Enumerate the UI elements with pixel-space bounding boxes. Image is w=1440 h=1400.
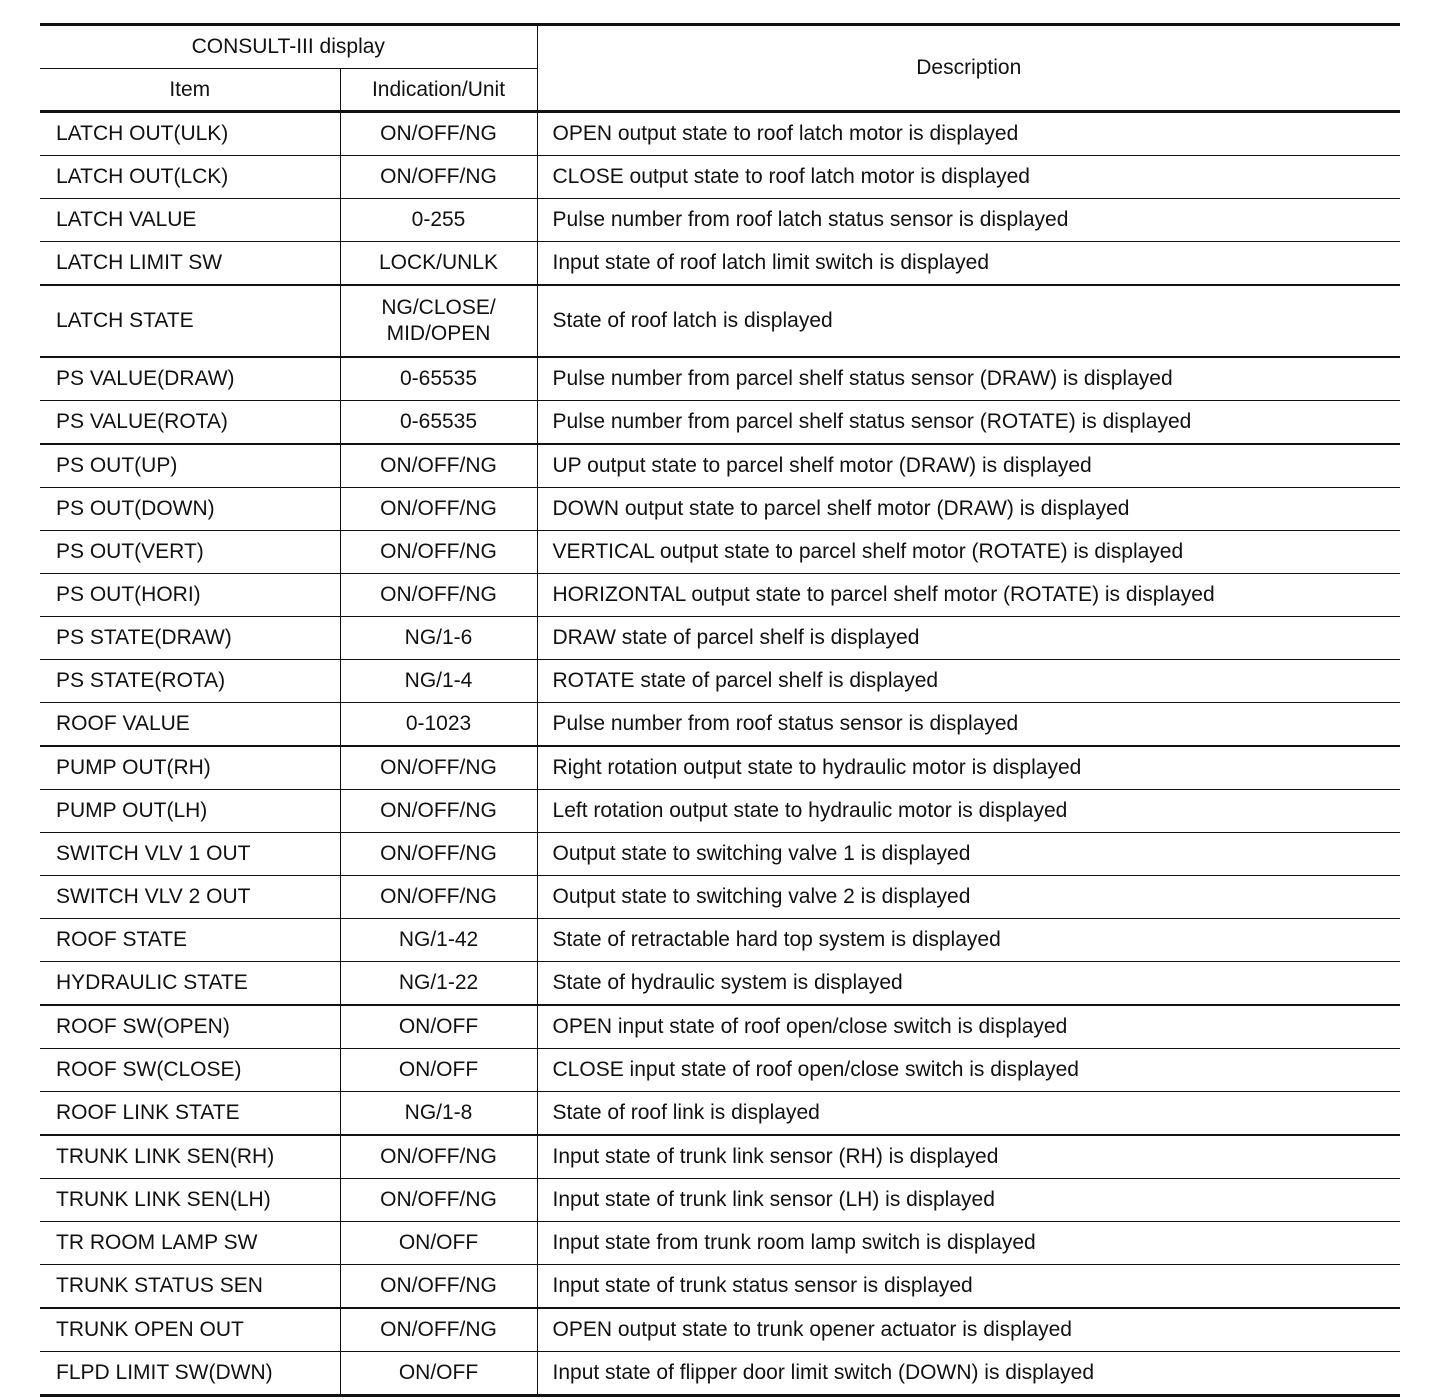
description-cell: HORIZONTAL output state to parcel shelf motor (ROTATE) is displayed [537, 574, 1400, 617]
item-cell: LATCH STATE [40, 285, 340, 357]
table-row [40, 285, 1400, 357]
table-row [40, 1352, 1400, 1396]
table-row [40, 156, 1400, 199]
unit-cell: ON/OFF/NG [340, 1179, 537, 1222]
item-cell: PS VALUE(ROTA) [40, 401, 340, 445]
description-cell: Pulse number from parcel shelf status sensor (DRAW) is displayed [537, 357, 1400, 401]
unit-cell: ON/OFF/NG [340, 156, 537, 199]
unit-cell: NG/1-4 [340, 660, 537, 703]
table-row [40, 531, 1400, 574]
unit-cell: LOCK/UNLK [340, 242, 537, 286]
table-row [40, 1049, 1400, 1092]
table-row [40, 1005, 1400, 1049]
table-header [40, 25, 1400, 112]
table-row [40, 790, 1400, 833]
item-cell: PS STATE(ROTA) [40, 660, 340, 703]
description-cell: Output state to switching valve 2 is displayed [537, 876, 1400, 919]
unit-cell: ON/OFF [340, 1049, 537, 1092]
description-cell: Pulse number from parcel shelf status sensor (ROTATE) is displayed [537, 401, 1400, 445]
description-cell: Input state of flipper door limit switch (DOWN) is displayed [537, 1352, 1400, 1396]
item-cell: ROOF LINK STATE [40, 1092, 340, 1136]
table-row [40, 617, 1400, 660]
description-cell: Input state of trunk status sensor is displayed [537, 1265, 1400, 1309]
description-cell: Pulse number from roof status sensor is displayed [537, 703, 1400, 747]
unit-cell: ON/OFF/NG [340, 790, 537, 833]
consult-display-header: CONSULT-III display [40, 25, 537, 69]
unit-cell: 0-65535 [340, 401, 537, 445]
table-row [40, 444, 1400, 488]
description-cell: OPEN output state to roof latch motor is displayed [552, 121, 1019, 145]
description-cell: Right rotation output state to hydraulic motor is displayed [537, 746, 1400, 790]
unit-cell: ON/OFF [340, 1352, 537, 1396]
unit-cell: ON/OFF/NG [340, 574, 537, 617]
unit-cell: NG/CLOSE/ MID/OPEN [340, 285, 537, 357]
table-row [40, 488, 1400, 531]
item-cell: SWITCH VLV 1 OUT [40, 833, 340, 876]
table-row [40, 919, 1400, 962]
item-cell: PS OUT(UP) [40, 444, 340, 488]
item-cell: LATCH OUT(ULK) [40, 112, 340, 156]
item-cell: PS OUT(HORI) [40, 574, 340, 617]
item-cell: PUMP OUT(LH) [40, 790, 340, 833]
table-body [40, 112, 1400, 1396]
description-cell: CLOSE input state of roof open/close switch is displayed [537, 1049, 1400, 1092]
consult-display-table [40, 23, 1400, 1397]
table-row [40, 660, 1400, 703]
unit-cell: NG/1-22 [340, 962, 537, 1006]
item-cell: ROOF SW(OPEN) [40, 1005, 340, 1049]
unit-header: Indication/Unit [340, 69, 537, 112]
table-row [40, 833, 1400, 876]
unit-cell: ON/OFF/NG [340, 488, 537, 531]
table-row [40, 1308, 1400, 1352]
table-row [40, 242, 1400, 286]
description-cell: State of roof latch is displayed [537, 285, 1400, 357]
description-cell: Input state of trunk link sensor (LH) is displayed [537, 1179, 1400, 1222]
description-cell: UP output state to parcel shelf motor (DRAW) is displayed [537, 444, 1400, 488]
item-cell: HYDRAULIC STATE [40, 962, 340, 1006]
description-cell: State of roof link is displayed [537, 1092, 1400, 1136]
table-row [40, 746, 1400, 790]
item-header: Item [40, 69, 340, 112]
table-row [40, 401, 1400, 445]
unit-cell: NG/1-8 [340, 1092, 537, 1136]
description-cell: Input state of roof latch limit switch is displayed [537, 242, 1400, 286]
unit-cell: NG/1-42 [340, 919, 537, 962]
unit-cell: ON/OFF/NG [340, 444, 537, 488]
unit-cell: 0-1023 [340, 703, 537, 747]
table-row [40, 1265, 1400, 1309]
unit-cell: ON/OFF/NG [340, 1308, 537, 1352]
unit-cell: ON/OFF/NG [340, 1135, 537, 1179]
description-cell: State of retractable hard top system is displayed [537, 919, 1400, 962]
item-cell: LATCH OUT(LCK) [40, 156, 340, 199]
unit-cell: ON/OFF/NG [340, 1265, 537, 1309]
description-cell: Output state to switching valve 1 is displayed [537, 833, 1400, 876]
unit-cell: ON/OFF/NG [340, 531, 537, 574]
description-cell: State of hydraulic system is displayed [537, 962, 1400, 1006]
description-cell: Input state of trunk link sensor (RH) is displayed [537, 1135, 1400, 1179]
item-cell: TR ROOM LAMP SW [40, 1222, 340, 1265]
description-header: Description [537, 25, 1400, 112]
unit-cell: ON/OFF/NG [340, 746, 537, 790]
item-cell: ROOF SW(CLOSE) [40, 1049, 340, 1092]
unit-cell: NG/1-6 [340, 617, 537, 660]
table-row [40, 1179, 1400, 1222]
item-cell: LATCH VALUE [40, 199, 340, 242]
description-cell: DRAW state of parcel shelf is displayed [537, 617, 1400, 660]
description-cell: CLOSE output state to roof latch motor is displayed [537, 156, 1400, 199]
description-cell: OPEN output state to trunk opener actuator is displayed [537, 1308, 1400, 1352]
table-row [40, 357, 1400, 401]
item-cell: TRUNK STATUS SEN [40, 1265, 340, 1309]
item-cell: SWITCH VLV 2 OUT [40, 876, 340, 919]
description-cell: Input state from trunk room lamp switch is displayed [537, 1222, 1400, 1265]
unit-cell: 0-255 [340, 199, 537, 242]
description-cell: OPEN input state of roof open/close switch is displayed [537, 1005, 1400, 1049]
item-cell: PUMP OUT(RH) [40, 746, 340, 790]
table-row [40, 574, 1400, 617]
item-cell: TRUNK LINK SEN(LH) [40, 1179, 340, 1222]
description-cell: Pulse number from roof latch status sensor is displayed [537, 199, 1400, 242]
unit-cell: ON/OFF [340, 1005, 537, 1049]
unit-cell: 0-65535 [340, 357, 537, 401]
item-cell: FLPD LIMIT SW(DWN) [40, 1352, 340, 1396]
consult-table-container [40, 23, 1400, 1397]
description-cell: DOWN output state to parcel shelf motor (DRAW) is displayed [537, 488, 1400, 531]
table-row [40, 876, 1400, 919]
table-row [40, 112, 1400, 156]
table-row [40, 703, 1400, 747]
item-cell: TRUNK OPEN OUT [40, 1308, 340, 1352]
table-row [40, 962, 1400, 1006]
item-cell: ROOF VALUE [40, 703, 340, 747]
description-cell: ROTATE state of parcel shelf is displayed [537, 660, 1400, 703]
unit-cell: ON/OFF/NG [340, 112, 537, 156]
item-cell: TRUNK LINK SEN(RH) [40, 1135, 340, 1179]
table-row [40, 1222, 1400, 1265]
unit-cell: ON/OFF/NG [340, 833, 537, 876]
item-cell: PS OUT(VERT) [40, 531, 340, 574]
table-row [40, 199, 1400, 242]
item-cell: LATCH LIMIT SW [40, 242, 340, 286]
description-cell: Left rotation output state to hydraulic motor is displayed [537, 790, 1400, 833]
item-cell: ROOF STATE [40, 919, 340, 962]
table-row [40, 1092, 1400, 1136]
item-cell: PS STATE(DRAW) [40, 617, 340, 660]
description-cell: VERTICAL output state to parcel shelf motor (ROTATE) is displayed [537, 531, 1400, 574]
unit-cell: ON/OFF/NG [340, 876, 537, 919]
item-cell: PS OUT(DOWN) [40, 488, 340, 531]
unit-cell: ON/OFF [340, 1222, 537, 1265]
table-row [40, 1135, 1400, 1179]
item-cell: PS VALUE(DRAW) [40, 357, 340, 401]
